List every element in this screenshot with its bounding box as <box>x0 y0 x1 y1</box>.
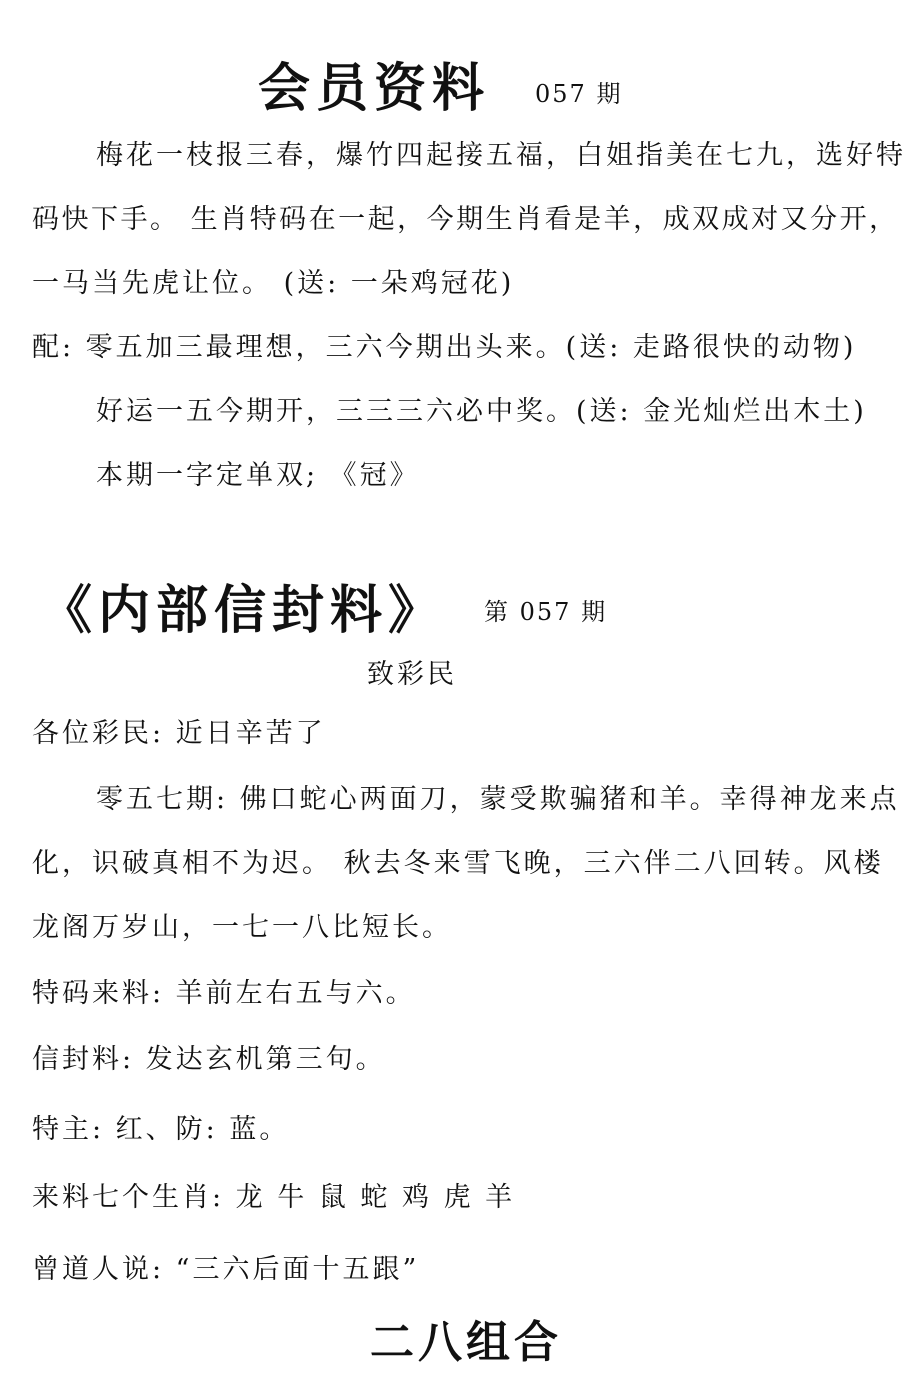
envelope-line-5: 特码来料: 羊前左右五与六。 <box>32 978 416 1009</box>
envelope-line-3: 化，识破真相不为迟。 秋去冬来雪飞晚，三六伴二八回转。风楼 <box>32 848 884 879</box>
member-info-line-3: 一马当先虎让位。 (送: 一朵鸡冠花) <box>32 268 515 299</box>
envelope-line-2: 零五七期: 佛口蛇心两面刀，蒙受欺骗猪和羊。幸得神龙来点 <box>96 784 900 815</box>
member-info-title: 会员资料 <box>258 58 491 119</box>
member-info-issue: 057 期 <box>535 80 623 108</box>
envelope-line-6: 信封料: 发达玄机第三句。 <box>32 1044 386 1075</box>
member-info-line-4: 配: 零五加三最理想，三六今期出头来。(送: 走路很快的动物) <box>32 332 857 363</box>
envelope-line-1: 各位彩民: 近日辛苦了 <box>32 718 326 749</box>
envelope-line-7: 特主: 红、防: 蓝。 <box>32 1114 290 1145</box>
member-info-line-2: 码快下手。 生肖特码在一起，今期生肖看是羊，成双成对又分开， <box>32 204 899 235</box>
envelope-line-8: 来料七个生肖: 龙 牛 鼠 蛇 鸡 虎 羊 <box>32 1182 516 1213</box>
envelope-title: 《内部信封料》 <box>40 580 447 641</box>
combo-title: 二八组合 <box>370 1317 562 1368</box>
member-info-line-6: 本期一字定单双; 《冠》 <box>96 460 420 491</box>
member-info-line-1: 梅花一枝报三春，爆竹四起接五福，白姐指美在七九，选好特 <box>96 140 906 171</box>
envelope-issue: 第 057 期 <box>484 598 608 626</box>
envelope-subtitle: 致彩民 <box>367 659 457 690</box>
member-info-line-5: 好运一五今期开，三三三六必中奖。(送: 金光灿烂出木土) <box>96 396 867 427</box>
envelope-line-9: 曾道人说: “三六后面十五跟” <box>32 1254 420 1285</box>
envelope-line-4: 龙阁万岁山，一七一八比短长。 <box>32 912 452 943</box>
